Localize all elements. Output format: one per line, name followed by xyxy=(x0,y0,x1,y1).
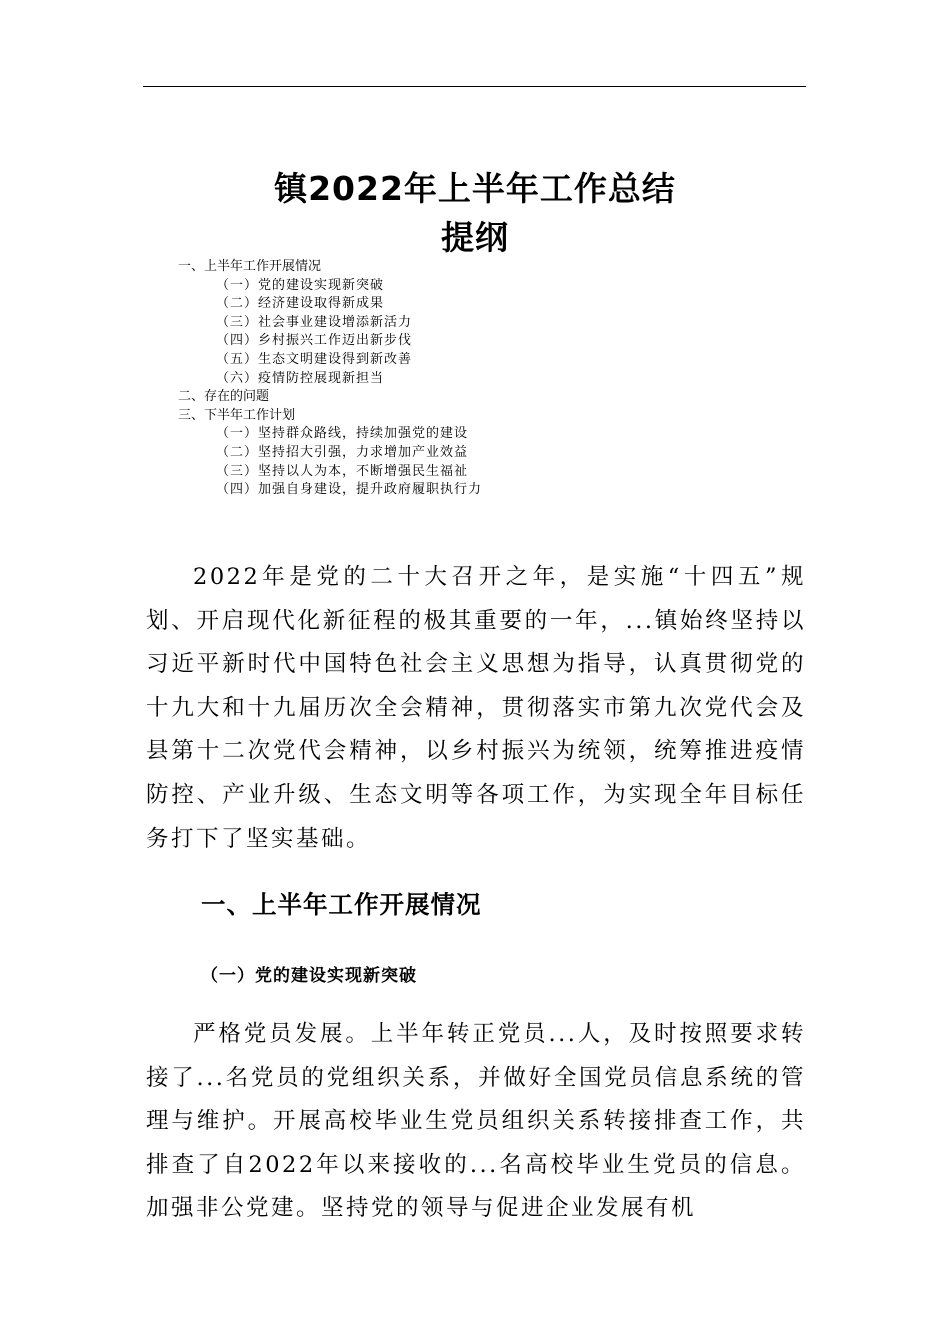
section-heading-1: 一、上半年工作开展情况 xyxy=(201,890,482,919)
outline-item-subsection: （四）加强自身建设，提升政府履职执行力 xyxy=(216,482,483,498)
outline-item-subsection: （三）坚持以人为本，不断增强民生福祉 xyxy=(216,463,469,479)
outline-list xyxy=(178,258,482,500)
document-title-line1: 镇2022年上半年工作总结 xyxy=(274,169,676,208)
outline-item-subsection: （三）社会事业建设增添新活力 xyxy=(216,314,413,330)
header-rule xyxy=(143,86,806,87)
intro-paragraph: 2022年是党的二十大召开之年，是实施“十四五”规划、开启现代化新征程的极其重要的一年，...镇始终坚持以习近平新时代中国特色社会主义思想为指导，认真贯彻党的十九大和十九届历次全会精神，贯彻落实市第九次党代会及县第十二次党代会精神，以乡村振兴为统领，统筹推进疫情防控、产业升级、生态文明等各项工作，为实现全年目标任务打下了坚实基础。 xyxy=(146,564,806,852)
outline-item-subsection: （二）坚持招大引强，力求增加产业效益 xyxy=(216,444,469,460)
outline-item-subsection: （二）经济建设取得新成果 xyxy=(216,296,385,312)
outline-item-section: 三、下半年工作计划 xyxy=(178,407,296,423)
document-title-line2: 提纲 xyxy=(441,218,509,257)
outline-item-subsection: （五）生态文明建设得到新改善 xyxy=(216,351,413,367)
outline-item-section: 二、存在的问题 xyxy=(178,389,270,405)
subsection-paragraph-1: 严格党员发展。上半年转正党员...人，及时按照要求转接了...名党员的党组织关系，并做好全国党员信息系统的管理与维护。开展高校毕业生党员组织关系转接排查工作，共排查了自2022年以来接收的...名高校毕业生党员的信息。加强非公党建。坚持党的领导与促进企业发展有机 xyxy=(146,1021,806,1222)
outline-item-section: 一、上半年工作开展情况 xyxy=(178,259,322,274)
outline-item-subsection: （四）乡村振兴工作迈出新步伐 xyxy=(216,333,413,349)
outline-item-subsection: （六）疫情防控展现新担当 xyxy=(216,370,385,386)
outline-item-subsection: （一）党的建设实现新突破 xyxy=(216,277,385,293)
subsection-heading-1: （一）党的建设实现新突破 xyxy=(201,966,417,986)
outline-item-subsection: （一）坚持群众路线，持续加强党的建设 xyxy=(216,426,469,442)
